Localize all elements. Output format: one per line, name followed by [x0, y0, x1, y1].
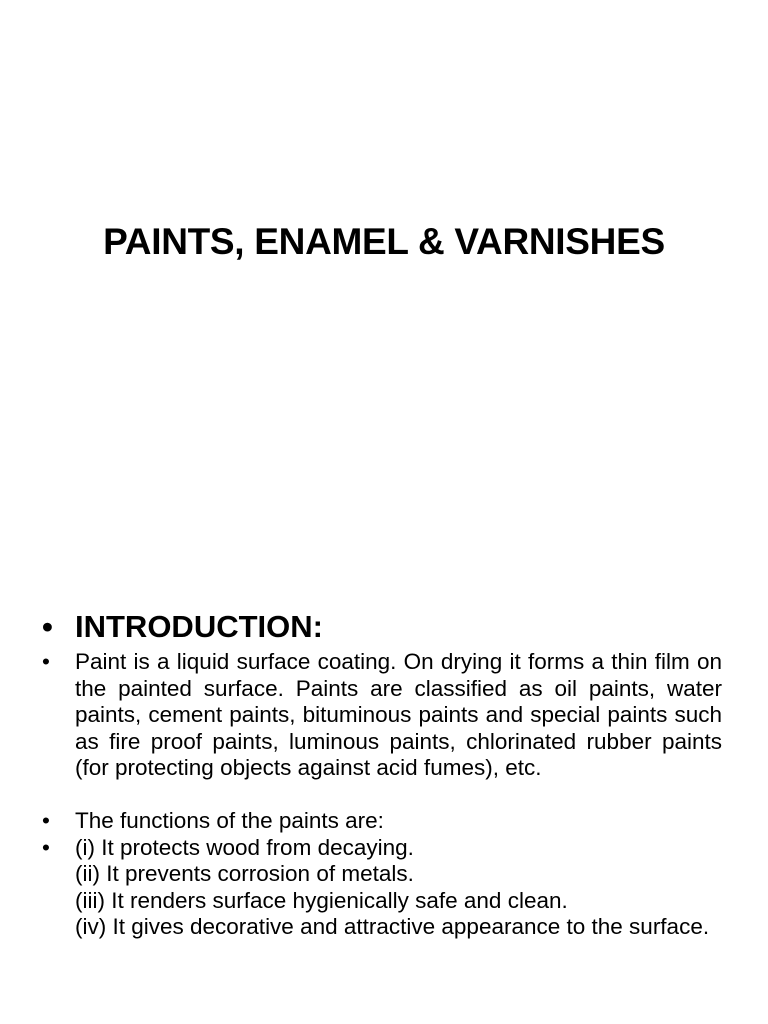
slide-body — [40, 606, 722, 941]
introduction-paragraph: Paint is a liquid surface coating. On drying it forms a thin film on the painted surface. Paints are classified as oil paints, water paints, cement paints, bituminous paints and special paints such as fire proof paints, luminous paints, chlorinated rubber paints (for protecting objects against acid fumes), etc. — [75, 649, 722, 781]
bullet-introduction-paragraph — [40, 649, 722, 782]
function-item: (i) It protects wood from decaying. — [75, 834, 414, 860]
bullet-dot: • — [42, 834, 50, 860]
section-heading: INTRODUCTION: — [75, 609, 323, 644]
function-item: (ii) It prevents corrosion of metals. — [75, 861, 414, 887]
bullet-functions-list — [40, 835, 722, 941]
bullet-dot: • — [42, 609, 53, 644]
functions-intro: The functions of the paints are: — [75, 807, 384, 833]
bullet-dot: • — [42, 807, 50, 833]
bullet-functions-intro — [40, 808, 722, 835]
page-title: PAINTS, ENAMEL & VARNISHES — [103, 221, 665, 262]
function-item: (iii) It renders surface hygienically safe and clean. — [75, 887, 568, 913]
bullet-dot: • — [42, 649, 50, 674]
bullet-introduction-heading — [40, 606, 722, 648]
function-item: (iv) It gives decorative and attractive appearance to the surface. — [75, 914, 710, 940]
